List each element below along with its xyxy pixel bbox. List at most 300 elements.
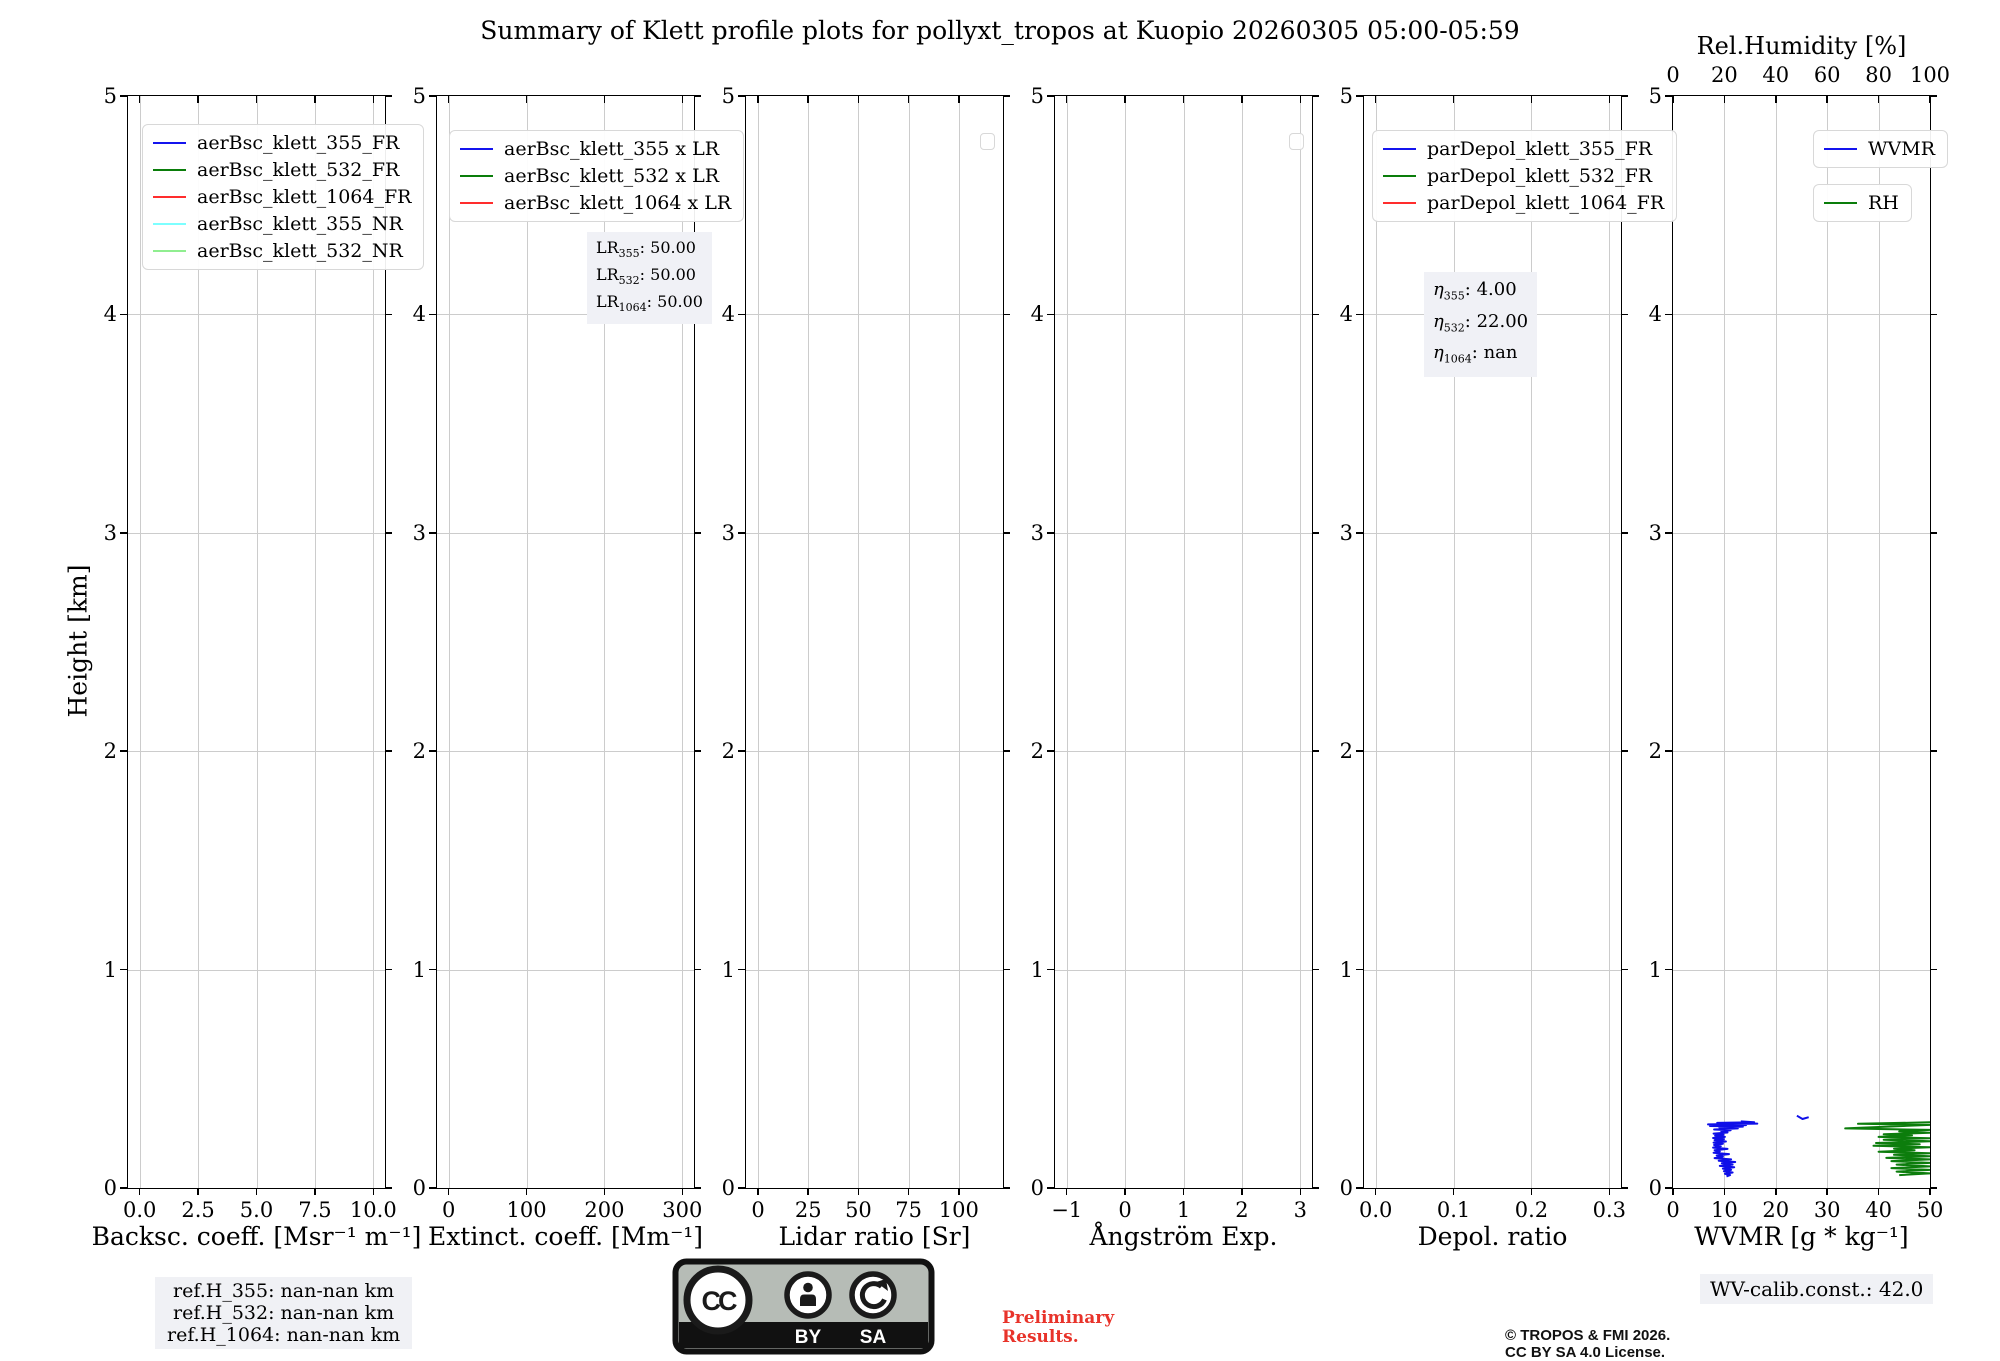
y-tick bbox=[1665, 969, 1672, 971]
y-tick bbox=[1665, 532, 1672, 534]
x-tick bbox=[1241, 1188, 1243, 1195]
y-tick bbox=[1356, 314, 1363, 316]
x-tick-label: 75 bbox=[895, 1198, 922, 1222]
y-tick bbox=[738, 969, 745, 971]
x-tick bbox=[373, 1188, 375, 1195]
plot-panel-1 bbox=[91, 84, 422, 1251]
x-tick-label: 5.0 bbox=[239, 1198, 274, 1222]
gridline-h bbox=[1364, 533, 1621, 534]
legend-line-sample bbox=[1824, 148, 1857, 150]
gridline-h bbox=[1364, 751, 1621, 752]
legend-entry bbox=[460, 138, 731, 160]
gridline-h bbox=[437, 970, 694, 971]
x-tick bbox=[858, 1188, 860, 1195]
legend-entry bbox=[153, 186, 411, 208]
x-tick-top bbox=[908, 96, 910, 103]
gridline-h bbox=[128, 533, 385, 534]
annotation-line: $LR_{532}$: 50.00 bbox=[596, 265, 696, 288]
x-axis-label: Lidar ratio [Sr] bbox=[778, 1222, 971, 1251]
series-RH bbox=[1845, 1122, 1930, 1175]
y-tick-right bbox=[385, 969, 392, 971]
y-tick-right bbox=[1003, 1187, 1010, 1189]
plot-panel-5 bbox=[1339, 84, 1665, 1251]
x-tick-label: 0 bbox=[1666, 1198, 1680, 1222]
legend-line-sample bbox=[1383, 148, 1416, 150]
gridline-v bbox=[858, 96, 859, 1188]
y-tick-right bbox=[694, 969, 701, 971]
y-tick-right bbox=[385, 750, 392, 752]
x-tick-top bbox=[1531, 96, 1533, 103]
x-tick-top bbox=[757, 96, 759, 103]
gridline-h bbox=[746, 314, 1003, 315]
ref-h-355: ref.H_355: nan-nan km bbox=[173, 1280, 395, 1302]
ref-height-annotation bbox=[155, 1277, 412, 1349]
gridline-h bbox=[1364, 970, 1621, 971]
gridline-h bbox=[1055, 533, 1312, 534]
x-tick bbox=[1826, 1188, 1828, 1195]
y-tick-label: 1 bbox=[1030, 957, 1044, 982]
y-tick-right bbox=[1930, 750, 1937, 752]
legend-line-sample bbox=[153, 250, 186, 252]
y-tick bbox=[1356, 532, 1363, 534]
x-tick bbox=[958, 1188, 960, 1195]
gridline-v bbox=[1531, 96, 1532, 1188]
x-tick-top bbox=[256, 96, 258, 103]
y-tick bbox=[1356, 95, 1363, 97]
x-tick-label: 25 bbox=[794, 1198, 822, 1222]
y-tick bbox=[738, 95, 745, 97]
y-tick-label: 4 bbox=[1030, 302, 1044, 327]
x-tick-label: 50 bbox=[1916, 1198, 1944, 1222]
sa-label: SA bbox=[859, 1327, 887, 1348]
y-tick-right bbox=[1930, 95, 1937, 97]
legend-line-sample bbox=[153, 223, 186, 225]
x-tick-top bbox=[1183, 96, 1185, 103]
y-tick-label: 4 bbox=[721, 302, 735, 327]
legend-label: aerBsc_klett_355 x LR bbox=[504, 138, 720, 160]
y-tick-label: 1 bbox=[412, 957, 426, 982]
y-tick bbox=[1047, 95, 1054, 97]
legend-label: aerBsc_klett_532 x LR bbox=[504, 165, 720, 187]
x-tick bbox=[1124, 1188, 1126, 1195]
y-tick-label: 2 bbox=[412, 739, 426, 764]
annotation-line: $\eta_{532}$: 22.00 bbox=[1433, 310, 1529, 335]
y-tick-right bbox=[1312, 95, 1319, 97]
x-tick-top bbox=[1241, 96, 1243, 103]
legend-line-sample bbox=[153, 169, 186, 171]
y-tick bbox=[429, 750, 436, 752]
x-tick bbox=[1375, 1188, 1377, 1195]
x-tick-top bbox=[314, 96, 316, 103]
x-tick-label: 50 bbox=[845, 1198, 872, 1222]
x-axis-label: WVMR [g * kg⁻¹] bbox=[1694, 1222, 1909, 1251]
ref-h-1064: ref.H_1064: nan-nan km bbox=[167, 1324, 401, 1346]
y-tick-right bbox=[1312, 532, 1319, 534]
y-tick-right bbox=[1621, 532, 1628, 534]
x-tick bbox=[1066, 1188, 1068, 1195]
x-tick bbox=[1724, 1188, 1726, 1195]
plot-panel-4 bbox=[1030, 84, 1313, 1251]
x-tick bbox=[1878, 1188, 1880, 1195]
y-tick-right bbox=[1621, 1187, 1628, 1189]
x-tick-top bbox=[807, 96, 809, 103]
y-tick-label: 0 bbox=[412, 1176, 426, 1200]
y-tick bbox=[1356, 969, 1363, 971]
x-tick bbox=[448, 1188, 450, 1195]
x-tick-label: 0.0 bbox=[1358, 1198, 1393, 1222]
x-tick-label: 10.0 bbox=[349, 1198, 397, 1222]
y-tick-right bbox=[385, 532, 392, 534]
gridline-h bbox=[128, 314, 385, 315]
legend-label: aerBsc_klett_355_NR bbox=[197, 213, 403, 235]
y-tick-label: 1 bbox=[721, 957, 735, 982]
x-tick-label: 200 bbox=[584, 1198, 625, 1222]
y-tick-label: 3 bbox=[721, 520, 735, 545]
y-tick-label: 5 bbox=[1648, 84, 1662, 108]
y-tick bbox=[120, 969, 127, 971]
x-axis-label: Backsc. coeff. [Msr⁻¹ m⁻¹] bbox=[91, 1222, 422, 1251]
legend-entry bbox=[1824, 192, 1899, 214]
copyright-line-1: © TROPOS & FMI 2026. bbox=[1505, 1327, 1671, 1344]
y-tick bbox=[429, 532, 436, 534]
legend-line-sample bbox=[460, 175, 493, 177]
top-axis-tick-label: 40 bbox=[1762, 63, 1790, 87]
y-tick bbox=[1665, 314, 1672, 316]
y-tick bbox=[1356, 1187, 1363, 1189]
y-tick-right bbox=[1312, 1187, 1319, 1189]
cc-by-sa-badge bbox=[672, 1258, 935, 1355]
y-tick-label: 2 bbox=[1648, 739, 1662, 764]
x-tick-label: 7.5 bbox=[298, 1198, 332, 1222]
x-tick-top bbox=[1066, 96, 1068, 103]
legend-label: parDepol_klett_532_FR bbox=[1427, 165, 1653, 187]
y-tick-label: 2 bbox=[1339, 739, 1353, 764]
gridline-h bbox=[1055, 314, 1312, 315]
y-tick-label: 5 bbox=[103, 84, 117, 108]
gridline-h bbox=[437, 751, 694, 752]
y-tick-label: 0 bbox=[1339, 1176, 1353, 1200]
x-axis-label: Ångström Exp. bbox=[1089, 1222, 1278, 1251]
y-tick-label: 4 bbox=[1339, 302, 1353, 327]
gridline-v bbox=[1125, 96, 1126, 1188]
y-tick bbox=[1047, 750, 1054, 752]
refresh-icon bbox=[852, 1274, 894, 1316]
legend bbox=[449, 130, 744, 222]
x-tick-top bbox=[448, 96, 450, 103]
y-tick-label: 3 bbox=[1648, 520, 1662, 545]
ref-h-532: ref.H_532: nan-nan km bbox=[173, 1302, 395, 1324]
legend-label: parDepol_klett_355_FR bbox=[1427, 138, 1653, 160]
y-tick bbox=[120, 750, 127, 752]
legend-entry bbox=[153, 132, 411, 154]
y-tick-right bbox=[1930, 969, 1937, 971]
y-tick-label: 3 bbox=[103, 520, 117, 545]
gridline-v bbox=[1300, 96, 1301, 1188]
x-tick-top bbox=[1375, 96, 1377, 103]
y-tick bbox=[1047, 1187, 1054, 1189]
gridline-h bbox=[1055, 970, 1312, 971]
y-tick-label: 5 bbox=[412, 84, 426, 108]
gridline-v bbox=[1376, 96, 1377, 1188]
x-tick-top bbox=[373, 96, 375, 103]
preliminary-line-1: Preliminary bbox=[1002, 1308, 1115, 1328]
x-tick bbox=[1183, 1188, 1185, 1195]
legend-entry bbox=[153, 213, 411, 235]
y-tick-label: 0 bbox=[721, 1176, 735, 1200]
gridline-v bbox=[1609, 96, 1610, 1188]
y-tick-right bbox=[385, 95, 392, 97]
x-tick bbox=[526, 1188, 528, 1195]
y-axis-label: Height [km] bbox=[63, 564, 93, 718]
x-tick-label: 1 bbox=[1176, 1198, 1191, 1222]
x-tick bbox=[139, 1188, 141, 1195]
x-tick-label: 10 bbox=[1711, 1198, 1738, 1222]
y-tick-label: 5 bbox=[1339, 84, 1353, 108]
series-WVMR bbox=[1708, 1121, 1757, 1176]
legend-label: aerBsc_klett_355_FR bbox=[197, 132, 400, 154]
x-tick bbox=[1300, 1188, 1302, 1195]
x-tick-top bbox=[958, 96, 960, 103]
gridline-v bbox=[758, 96, 759, 1188]
top-axis-title: Rel.Humidity [%] bbox=[1696, 32, 1907, 60]
legend-label: parDepol_klett_1064_FR bbox=[1427, 192, 1665, 214]
gridline-v bbox=[1184, 96, 1185, 1188]
x-tick-label: 40 bbox=[1865, 1198, 1892, 1222]
gridline-h bbox=[746, 751, 1003, 752]
y-tick bbox=[738, 532, 745, 534]
y-tick-label: 1 bbox=[103, 957, 117, 982]
x-tick bbox=[1609, 1188, 1611, 1195]
legend bbox=[1813, 130, 1948, 168]
gridline-v bbox=[449, 96, 450, 1188]
gridline-v bbox=[808, 96, 809, 1188]
x-tick bbox=[1929, 1188, 1931, 1195]
legend-empty-box bbox=[1289, 133, 1304, 150]
legend-line-sample bbox=[1383, 202, 1416, 204]
preliminary-results-note bbox=[1002, 1309, 1114, 1347]
y-tick-label: 1 bbox=[1648, 957, 1662, 982]
x-tick-top bbox=[526, 96, 528, 103]
person-body bbox=[800, 1295, 816, 1307]
y-tick-right bbox=[694, 750, 701, 752]
x-tick-label: 0.3 bbox=[1592, 1198, 1627, 1222]
y-tick-right bbox=[1930, 1187, 1937, 1189]
x-tick bbox=[256, 1188, 258, 1195]
y-tick bbox=[429, 314, 436, 316]
y-tick-right bbox=[1930, 314, 1937, 316]
legend-entry bbox=[1383, 138, 1664, 160]
preliminary-line-2: Results. bbox=[1002, 1327, 1079, 1347]
y-tick-label: 5 bbox=[1030, 84, 1044, 108]
legend-entry bbox=[1824, 138, 1935, 160]
y-tick-right bbox=[1621, 314, 1628, 316]
x-tick-label: 0 bbox=[1118, 1198, 1132, 1222]
x-tick-label: 300 bbox=[662, 1198, 703, 1222]
legend-label: aerBsc_klett_1064_FR bbox=[197, 186, 412, 208]
y-tick-right bbox=[694, 532, 701, 534]
x-tick-label: 30 bbox=[1813, 1198, 1841, 1222]
y-tick bbox=[1047, 969, 1054, 971]
x-tick bbox=[1453, 1188, 1455, 1195]
x-tick-label: 100 bbox=[938, 1198, 979, 1222]
y-tick bbox=[1665, 750, 1672, 752]
x-tick-top bbox=[604, 96, 606, 103]
y-tick bbox=[429, 969, 436, 971]
gridline-h bbox=[746, 970, 1003, 971]
data-series-svg bbox=[1673, 96, 1930, 1188]
y-tick-right bbox=[1930, 532, 1937, 534]
plot-panel-3 bbox=[721, 84, 1004, 1251]
gridline-v bbox=[527, 96, 528, 1188]
by-label: BY bbox=[794, 1327, 822, 1348]
figure-title: Summary of Klett profile plots for pollyxt_tropos at Kuopio 20260305 05:00-05:59 bbox=[480, 16, 1520, 45]
x-tick-label: 2.5 bbox=[181, 1198, 215, 1222]
legend-label: aerBsc_klett_532_NR bbox=[197, 240, 403, 262]
y-tick-right bbox=[1003, 750, 1010, 752]
y-tick-label: 3 bbox=[412, 520, 426, 545]
y-tick-right bbox=[1621, 95, 1628, 97]
y-tick-label: 2 bbox=[1030, 739, 1044, 764]
y-tick-right bbox=[385, 1187, 392, 1189]
x-tick bbox=[757, 1188, 759, 1195]
gridline-h bbox=[746, 533, 1003, 534]
legend-line-sample bbox=[460, 202, 493, 204]
x-tick bbox=[1672, 1188, 1674, 1195]
legend bbox=[142, 124, 424, 270]
legend-entry bbox=[460, 165, 731, 187]
gridline-v bbox=[140, 96, 141, 1188]
y-tick bbox=[120, 95, 127, 97]
gridline-v bbox=[1242, 96, 1243, 1188]
x-tick-label: 20 bbox=[1762, 1198, 1790, 1222]
y-tick bbox=[120, 314, 127, 316]
x-tick-label: 0.1 bbox=[1436, 1198, 1471, 1222]
y-tick-label: 0 bbox=[103, 1176, 117, 1200]
legend-line-sample bbox=[1383, 175, 1416, 177]
y-tick bbox=[738, 750, 745, 752]
y-tick bbox=[738, 314, 745, 316]
legend-entry bbox=[153, 240, 411, 262]
x-tick-top bbox=[197, 96, 199, 103]
x-tick-label: −1 bbox=[1051, 1198, 1083, 1222]
gridline-h bbox=[437, 533, 694, 534]
y-tick-right bbox=[1621, 969, 1628, 971]
x-tick-top bbox=[139, 96, 141, 103]
x-tick-top bbox=[1124, 96, 1126, 103]
x-tick bbox=[604, 1188, 606, 1195]
legend-label: WVMR bbox=[1868, 138, 1936, 160]
legend-label: aerBsc_klett_1064 x LR bbox=[504, 192, 732, 214]
y-tick-right bbox=[1312, 969, 1319, 971]
y-tick bbox=[738, 1187, 745, 1189]
y-tick bbox=[1665, 95, 1672, 97]
annotation-box bbox=[1424, 272, 1537, 377]
legend bbox=[1372, 130, 1677, 222]
legend-entry bbox=[1383, 165, 1664, 187]
gridline-h bbox=[128, 970, 385, 971]
top-axis-tick-label: 100 bbox=[1909, 63, 1951, 87]
y-tick bbox=[1047, 532, 1054, 534]
x-tick-label: 0 bbox=[441, 1198, 456, 1222]
legend-line-sample bbox=[153, 142, 186, 144]
legend-empty-box bbox=[980, 133, 995, 150]
y-tick-label: 4 bbox=[1648, 302, 1662, 327]
annotation-box bbox=[587, 232, 712, 324]
y-tick-label: 2 bbox=[103, 739, 117, 764]
y-tick bbox=[120, 1187, 127, 1189]
x-axis-label: Extinct. coeff. [Mm⁻¹] bbox=[427, 1222, 704, 1251]
y-tick-right bbox=[694, 1187, 701, 1189]
plot-panel-2 bbox=[412, 84, 732, 1251]
y-tick-right bbox=[1312, 750, 1319, 752]
person-head bbox=[803, 1283, 813, 1293]
top-axis-tick-label: 80 bbox=[1865, 63, 1892, 87]
x-tick bbox=[807, 1188, 809, 1195]
annotation-line: $\eta_{355}$: 4.00 bbox=[1433, 279, 1517, 303]
x-tick-top bbox=[682, 96, 684, 103]
y-tick-label: 3 bbox=[1030, 520, 1044, 545]
annotation-line: $LR_{355}$: 50.00 bbox=[596, 238, 696, 261]
x-tick-label: 0.2 bbox=[1514, 1198, 1549, 1222]
x-tick bbox=[1531, 1188, 1533, 1195]
y-tick-right bbox=[385, 314, 392, 316]
y-tick bbox=[120, 532, 127, 534]
x-tick-top bbox=[1300, 96, 1302, 103]
y-tick-label: 4 bbox=[103, 302, 117, 327]
x-tick-top bbox=[1609, 96, 1611, 103]
gridline-v bbox=[1067, 96, 1068, 1188]
x-tick bbox=[197, 1188, 199, 1195]
y-tick-right bbox=[1621, 750, 1628, 752]
legend-line-sample bbox=[460, 148, 493, 150]
gridline-v bbox=[1454, 96, 1455, 1188]
plot-panel-6 bbox=[1648, 32, 1951, 1251]
legend bbox=[1813, 184, 1912, 222]
wv-calib-annotation: WV-calib.const.: 42.0 bbox=[1700, 1274, 1933, 1304]
legend-line-sample bbox=[153, 196, 186, 198]
top-axis-tick-label: 0 bbox=[1666, 63, 1680, 87]
legend-entry bbox=[153, 159, 411, 181]
x-axis-label: Depol. ratio bbox=[1417, 1222, 1568, 1251]
gridline-v bbox=[959, 96, 960, 1188]
x-tick-label: 3 bbox=[1293, 1198, 1307, 1222]
x-tick-label: 100 bbox=[506, 1198, 547, 1222]
x-tick bbox=[1775, 1188, 1777, 1195]
y-tick bbox=[1047, 314, 1054, 316]
x-tick-label: 0.0 bbox=[122, 1198, 157, 1222]
y-tick-right bbox=[1003, 314, 1010, 316]
copyright-note bbox=[1505, 1327, 1670, 1361]
x-tick bbox=[908, 1188, 910, 1195]
copyright-line-2: CC BY SA 4.0 License. bbox=[1505, 1344, 1666, 1361]
x-tick-label: 2 bbox=[1235, 1198, 1249, 1222]
gridline-v bbox=[909, 96, 910, 1188]
y-tick bbox=[1356, 750, 1363, 752]
y-tick bbox=[1665, 1187, 1672, 1189]
y-tick bbox=[429, 1187, 436, 1189]
y-tick-label: 3 bbox=[1339, 520, 1353, 545]
y-tick-right bbox=[1003, 95, 1010, 97]
cc-icon-text: CC bbox=[701, 1286, 735, 1316]
y-tick-label: 0 bbox=[1030, 1176, 1044, 1200]
y-tick-label: 2 bbox=[721, 739, 735, 764]
legend-line-sample bbox=[1824, 202, 1857, 204]
y-tick-right bbox=[1312, 314, 1319, 316]
top-axis-tick-label: 20 bbox=[1711, 63, 1738, 87]
x-tick bbox=[682, 1188, 684, 1195]
top-axis-tick-label: 60 bbox=[1813, 63, 1841, 87]
y-tick bbox=[429, 95, 436, 97]
